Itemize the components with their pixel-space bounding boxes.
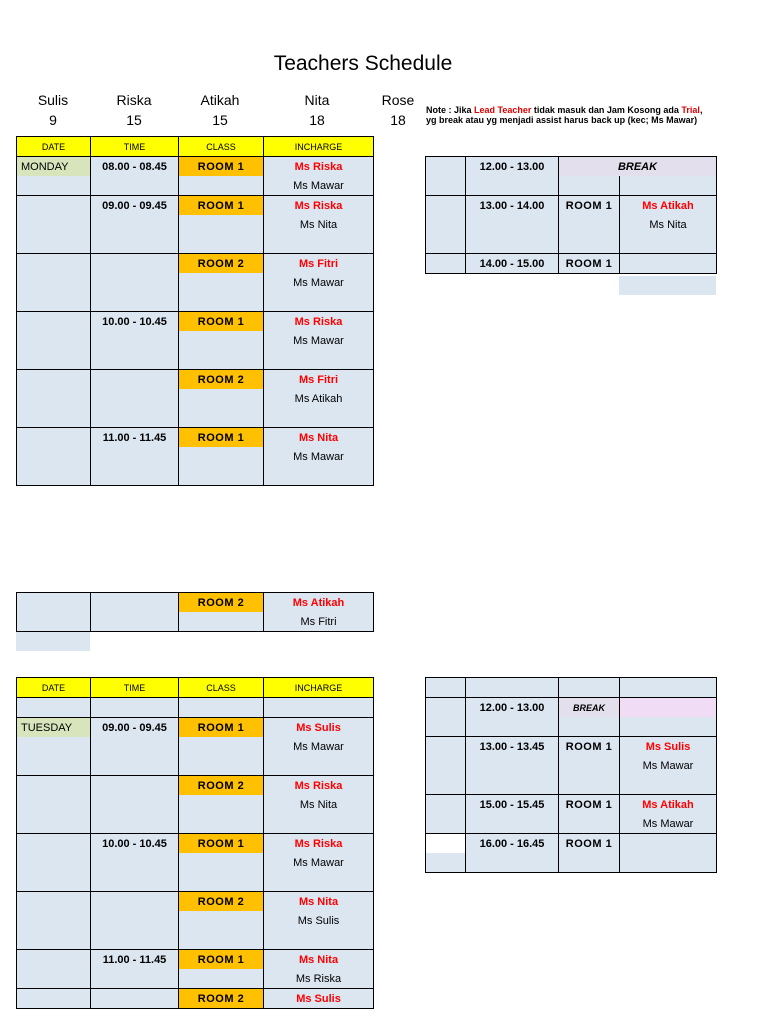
time-cell [91, 872, 179, 892]
time-cell [91, 930, 179, 950]
date-cell [17, 989, 91, 1009]
table-row [17, 466, 374, 486]
time-cell [91, 853, 179, 872]
table-row [426, 795, 717, 815]
table-row [426, 737, 717, 757]
incharge-cell [264, 350, 374, 370]
date-cell [17, 196, 91, 216]
incharge-cell [620, 775, 717, 795]
date-cell [426, 215, 466, 234]
date-cell [17, 234, 91, 254]
teacher-rose [363, 90, 433, 130]
class-cell [559, 678, 620, 698]
class-cell [179, 292, 264, 312]
time-cell [91, 892, 179, 912]
assist-teacher: Ms Nita [264, 795, 374, 814]
class-cell [179, 447, 264, 466]
table-row [426, 834, 717, 854]
header-time: TIME [91, 137, 179, 157]
class-cell [179, 814, 264, 834]
note-text [426, 105, 746, 125]
teacher-count: 15 [126, 112, 142, 128]
table-row [17, 331, 374, 350]
date-cell [17, 254, 91, 274]
time-cell [466, 234, 559, 254]
table-row [426, 157, 717, 177]
table-row [17, 157, 374, 177]
monday-afternoon-table [425, 156, 717, 274]
date-cell [17, 892, 91, 912]
table-row [17, 756, 374, 776]
assist-teacher: Ms Mawar [264, 273, 374, 292]
table-row [17, 718, 374, 738]
time-cell [91, 447, 179, 466]
incharge-cell [264, 756, 374, 776]
tuesday-afternoon-table [425, 677, 717, 873]
date-cell [17, 176, 91, 196]
header-date: DATE [17, 137, 91, 157]
time-cell: 13.00 - 14.00 [466, 196, 559, 216]
class-cell [179, 176, 264, 196]
class-cell [179, 795, 264, 814]
lead-teacher: Ms Nita [264, 950, 374, 970]
incharge-cell [620, 834, 717, 854]
time-cell: 09.00 - 09.45 [91, 718, 179, 738]
incharge-cell [620, 678, 717, 698]
break-cell [620, 698, 717, 718]
date-cell [17, 795, 91, 814]
empty-cell [619, 276, 716, 295]
date-cell [426, 775, 466, 795]
class-cell [559, 717, 620, 737]
time-cell [91, 389, 179, 408]
note-prefix: Note : Jika [426, 105, 475, 115]
lead-teacher: Ms Riska [264, 312, 374, 332]
table-row [17, 447, 374, 466]
class-cell [179, 698, 264, 718]
lead-teacher: Ms Atikah [264, 593, 374, 613]
table-row [17, 234, 374, 254]
class-cell: ROOM 1 [559, 795, 620, 815]
table-row [17, 593, 374, 613]
teacher-name: Riska [116, 92, 152, 108]
assist-teacher: Ms Sulis [264, 911, 374, 930]
date-cell [17, 698, 91, 718]
table-row [17, 969, 374, 989]
table-row [17, 776, 374, 796]
table-row [426, 756, 717, 775]
incharge-cell [264, 698, 374, 718]
teacher-name: Nita [304, 92, 330, 108]
time-cell: 08.00 - 08.45 [91, 157, 179, 177]
class-cell [179, 215, 264, 234]
note-lead: Lead Teacher [474, 105, 532, 115]
teacher-name: Sulis [37, 92, 69, 108]
date-cell [17, 273, 91, 292]
lead-teacher: Ms Fitri [264, 370, 374, 390]
date-cell: TUESDAY [17, 718, 91, 738]
assist-teacher: Ms Atikah [264, 389, 374, 408]
time-cell [466, 853, 559, 873]
date-cell [426, 234, 466, 254]
time-cell [91, 215, 179, 234]
date-cell [17, 853, 91, 872]
table-row [17, 612, 374, 632]
table-row [426, 254, 717, 274]
date-cell [17, 408, 91, 428]
time-cell [91, 176, 179, 196]
date-cell [17, 737, 91, 756]
date-cell [17, 215, 91, 234]
class-cell [559, 176, 620, 196]
time-cell [91, 370, 179, 390]
date-cell [426, 795, 466, 815]
date-cell [17, 930, 91, 950]
class-cell: ROOM 2 [179, 593, 264, 613]
note-trial: Trial [681, 105, 700, 115]
time-cell [91, 350, 179, 370]
table-row [17, 196, 374, 216]
table-row [17, 254, 374, 274]
date-cell [17, 292, 91, 312]
table-row [426, 853, 717, 873]
table-row [17, 930, 374, 950]
empty-cell [16, 632, 90, 651]
incharge-cell [620, 176, 717, 196]
table-row [17, 292, 374, 312]
date-cell [17, 969, 91, 989]
time-cell [91, 466, 179, 486]
table-row [426, 176, 717, 196]
incharge-cell [620, 254, 717, 274]
time-cell: 12.00 - 13.00 [466, 698, 559, 718]
date-cell [17, 350, 91, 370]
date-cell [426, 698, 466, 718]
time-cell [91, 698, 179, 718]
assist-teacher: Ms Riska [264, 969, 374, 989]
time-cell: 11.00 - 11.45 [91, 950, 179, 970]
table-row [426, 678, 717, 698]
time-cell [466, 814, 559, 834]
class-cell [559, 756, 620, 775]
class-cell: ROOM 2 [179, 776, 264, 796]
header-date: DATE [17, 678, 91, 698]
incharge-cell [620, 853, 717, 873]
time-cell [91, 776, 179, 796]
class-cell [179, 737, 264, 756]
date-cell [426, 737, 466, 757]
lead-teacher: Ms Sulis [620, 737, 717, 757]
class-cell [179, 612, 264, 632]
teacher-atikah [185, 90, 255, 130]
table-row [17, 176, 374, 196]
lead-teacher: Ms Nita [264, 428, 374, 448]
class-cell: ROOM 2 [179, 989, 264, 1009]
table-row [426, 775, 717, 795]
time-cell: 10.00 - 10.45 [91, 834, 179, 854]
class-cell: ROOM 1 [179, 718, 264, 738]
date-cell [17, 312, 91, 332]
assist-teacher: Ms Nita [264, 215, 374, 234]
date-cell [17, 593, 91, 613]
time-cell [466, 775, 559, 795]
teacher-count: 18 [390, 112, 406, 128]
date-cell [17, 776, 91, 796]
class-cell: ROOM 1 [179, 312, 264, 332]
incharge-cell [264, 234, 374, 254]
table-row [17, 737, 374, 756]
teacher-nita [282, 90, 352, 130]
time-cell [466, 176, 559, 196]
date-cell [426, 756, 466, 775]
date-cell [17, 911, 91, 930]
header-row [17, 137, 374, 157]
lead-teacher: Ms Atikah [620, 795, 717, 815]
monday-extra-table [16, 592, 374, 632]
class-cell: ROOM 2 [179, 370, 264, 390]
time-cell [91, 989, 179, 1009]
assist-teacher: Ms Mawar [264, 737, 374, 756]
class-cell [179, 389, 264, 408]
date-cell [426, 678, 466, 698]
table-row [17, 872, 374, 892]
table-row [17, 273, 374, 292]
teacher-count: 9 [49, 112, 57, 128]
class-cell: ROOM 1 [559, 737, 620, 757]
table-row [17, 312, 374, 332]
date-cell [17, 834, 91, 854]
assist-teacher: Ms Nita [620, 215, 717, 234]
incharge-cell [620, 717, 717, 737]
class-cell: ROOM 1 [179, 428, 264, 448]
date-cell [426, 157, 466, 177]
table-row [17, 911, 374, 930]
table-row [17, 989, 374, 1009]
teacher-count: 15 [212, 112, 228, 128]
time-cell: 10.00 - 10.45 [91, 312, 179, 332]
table-row [17, 428, 374, 448]
date-cell [17, 428, 91, 448]
assist-teacher: Ms Mawar [264, 853, 374, 872]
class-cell [179, 273, 264, 292]
incharge-cell [264, 930, 374, 950]
page-title: Teachers Schedule [273, 52, 453, 75]
class-cell: ROOM 1 [179, 834, 264, 854]
class-cell [179, 350, 264, 370]
assist-teacher: Ms Mawar [620, 756, 717, 775]
time-cell [91, 234, 179, 254]
time-cell [466, 215, 559, 234]
class-cell [559, 775, 620, 795]
assist-teacher: Ms Mawar [264, 447, 374, 466]
class-cell: ROOM 2 [179, 892, 264, 912]
table-row [17, 950, 374, 970]
class-cell [179, 872, 264, 892]
time-cell [91, 756, 179, 776]
teacher-name: Atikah [200, 92, 240, 108]
header-incharge: INCHARGE [264, 678, 374, 698]
date-cell [426, 717, 466, 737]
note-mid: tidak masuk dan Jam Kosong ada [531, 105, 682, 115]
date-cell [17, 370, 91, 390]
table-row [17, 834, 374, 854]
table-row [17, 892, 374, 912]
time-cell [91, 408, 179, 428]
class-cell [179, 234, 264, 254]
incharge-cell [264, 408, 374, 428]
class-cell [179, 911, 264, 930]
class-cell [179, 756, 264, 776]
time-cell: 15.00 - 15.45 [466, 795, 559, 815]
class-cell: ROOM 1 [559, 254, 620, 274]
time-cell [91, 969, 179, 989]
date-cell [17, 447, 91, 466]
time-cell [91, 911, 179, 930]
class-cell [179, 930, 264, 950]
break-cell: BREAK [559, 157, 717, 177]
table-row [426, 215, 717, 234]
class-cell: ROOM 1 [179, 950, 264, 970]
date-cell [17, 814, 91, 834]
table-row [17, 408, 374, 428]
class-cell [179, 466, 264, 486]
lead-teacher: Ms Riska [264, 196, 374, 216]
note-line2: yg break atau yg menjadi assist harus back up (kec; Ms Mawar) [426, 115, 698, 125]
header-class: CLASS [179, 678, 264, 698]
table-row [426, 196, 717, 216]
lead-teacher: Ms Fitri [264, 254, 374, 274]
teacher-name: Rose [381, 92, 415, 108]
lead-teacher: Ms Riska [264, 834, 374, 854]
class-cell [179, 969, 264, 989]
table-row [426, 698, 717, 718]
table-row [17, 814, 374, 834]
date-cell [17, 756, 91, 776]
table-row [17, 389, 374, 408]
assist-teacher: Ms Fitri [264, 612, 374, 632]
date-cell [17, 950, 91, 970]
teacher-sulis [18, 90, 88, 130]
table-row [426, 717, 717, 737]
lead-teacher: Ms Nita [264, 892, 374, 912]
note-end: , [699, 105, 703, 115]
time-cell: 14.00 - 15.00 [466, 254, 559, 274]
lead-teacher: Ms Sulis [264, 718, 374, 738]
table-row [17, 370, 374, 390]
time-cell [466, 717, 559, 737]
monday-schedule-table [16, 136, 374, 486]
class-cell: ROOM 1 [559, 196, 620, 216]
lead-teacher: Ms Riska [264, 157, 374, 177]
date-cell [17, 612, 91, 632]
assist-teacher: Ms Mawar [264, 331, 374, 350]
class-cell: ROOM 1 [179, 196, 264, 216]
incharge-cell [264, 466, 374, 486]
time-cell [466, 678, 559, 698]
table-row [426, 234, 717, 254]
class-cell: ROOM 1 [179, 157, 264, 177]
teacher-count: 18 [309, 112, 325, 128]
date-cell [17, 389, 91, 408]
class-cell [179, 331, 264, 350]
date-cell [17, 466, 91, 486]
class-cell [559, 853, 620, 873]
header-time: TIME [91, 678, 179, 698]
time-cell [91, 331, 179, 350]
time-cell [91, 612, 179, 632]
class-cell [559, 234, 620, 254]
date-cell: MONDAY [17, 157, 91, 177]
class-cell [179, 853, 264, 872]
time-cell: 11.00 - 11.45 [91, 428, 179, 448]
time-cell: 09.00 - 09.45 [91, 196, 179, 216]
incharge-cell [620, 234, 717, 254]
header-incharge: INCHARGE [264, 137, 374, 157]
lead-teacher: Ms Sulis [264, 989, 374, 1009]
table-row [17, 853, 374, 872]
date-cell [17, 331, 91, 350]
table-row [17, 795, 374, 814]
assist-teacher: Ms Mawar [264, 176, 374, 196]
table-row [17, 350, 374, 370]
class-cell [559, 814, 620, 834]
lead-teacher: Ms Atikah [620, 196, 717, 216]
time-cell [91, 795, 179, 814]
date-cell [17, 872, 91, 892]
time-cell: 12.00 - 13.00 [466, 157, 559, 177]
break-cell: BREAK [559, 698, 620, 718]
incharge-cell [264, 872, 374, 892]
time-cell [91, 814, 179, 834]
time-cell [466, 756, 559, 775]
date-cell [426, 254, 466, 274]
incharge-cell [264, 292, 374, 312]
time-cell [91, 737, 179, 756]
date-cell [426, 853, 466, 873]
class-cell [179, 408, 264, 428]
class-cell: ROOM 2 [179, 254, 264, 274]
date-cell [426, 196, 466, 216]
lead-teacher: Ms Riska [264, 776, 374, 796]
time-cell [91, 593, 179, 613]
date-cell [426, 176, 466, 196]
table-row [17, 215, 374, 234]
date-cell [426, 834, 466, 854]
class-cell: ROOM 1 [559, 834, 620, 854]
time-cell [91, 292, 179, 312]
time-cell: 16.00 - 16.45 [466, 834, 559, 854]
teacher-riska [99, 90, 169, 130]
class-cell [559, 215, 620, 234]
assist-teacher: Ms Mawar [620, 814, 717, 834]
time-cell: 13.00 - 13.45 [466, 737, 559, 757]
tuesday-schedule-table [16, 677, 374, 1009]
header-row [17, 678, 374, 698]
table-row [17, 698, 374, 718]
date-cell [426, 814, 466, 834]
table-row [426, 814, 717, 834]
time-cell [91, 254, 179, 274]
incharge-cell [264, 814, 374, 834]
header-class: CLASS [179, 137, 264, 157]
time-cell [91, 273, 179, 292]
